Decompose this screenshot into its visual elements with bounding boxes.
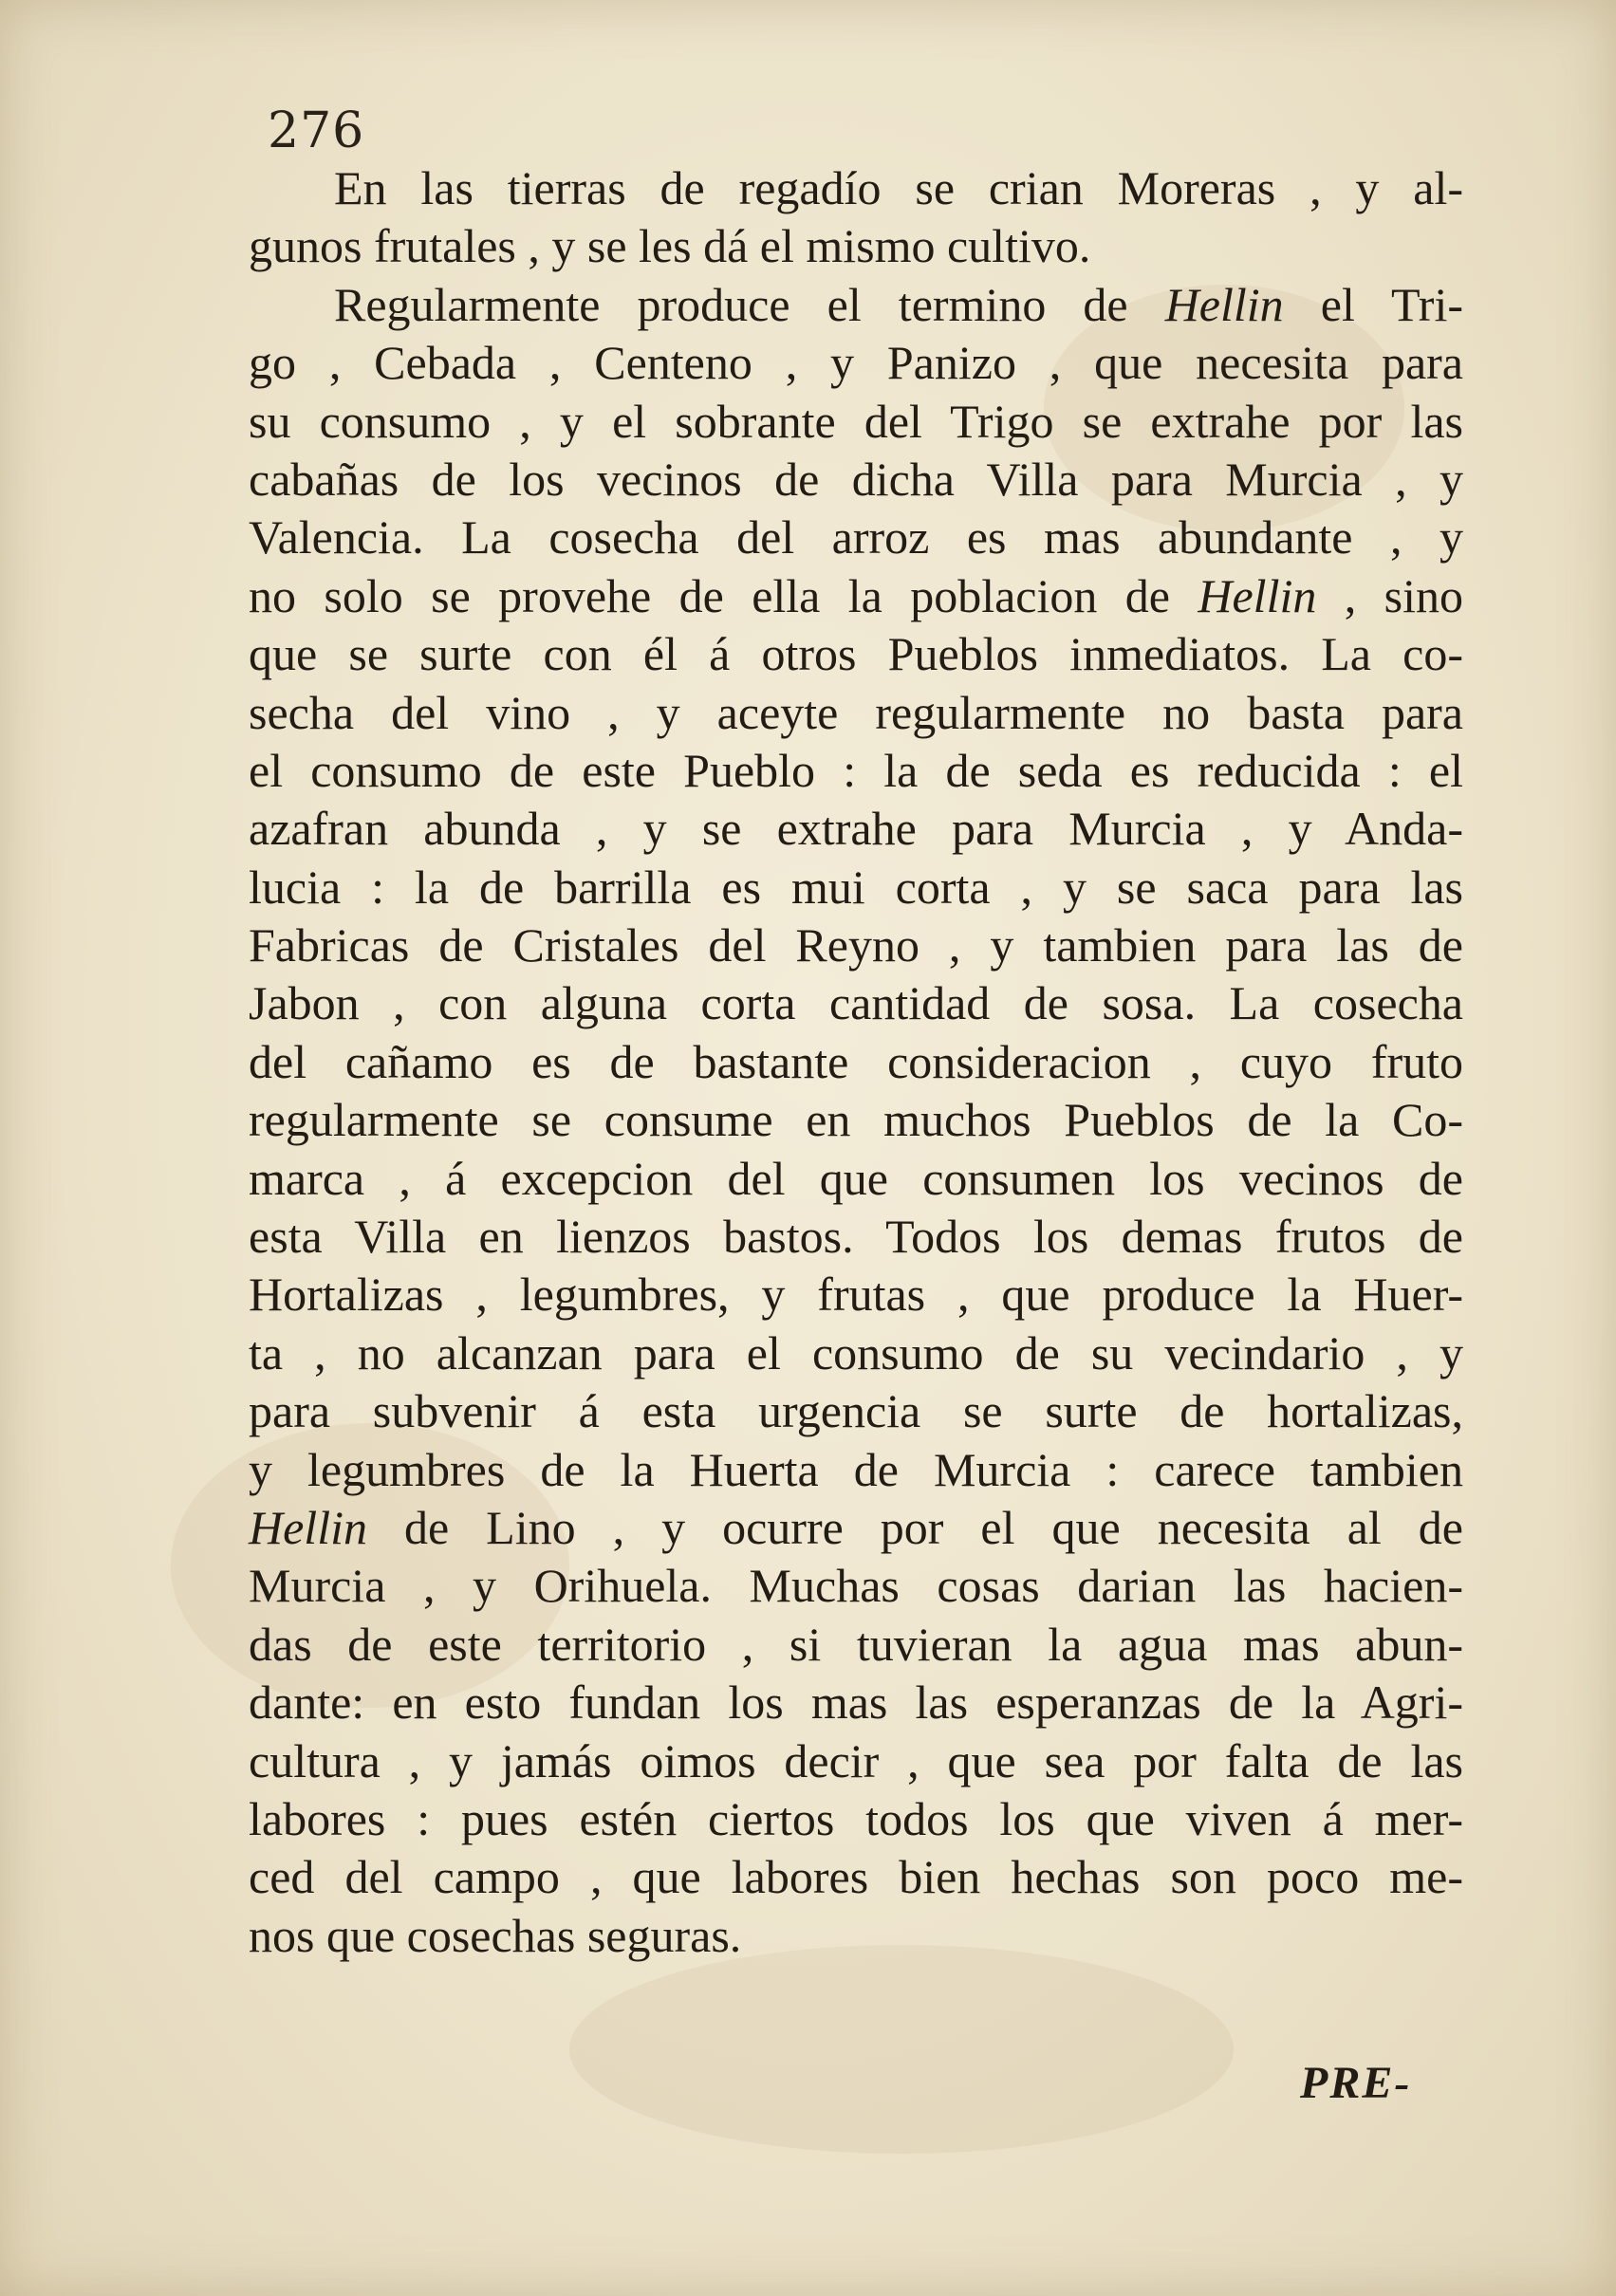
text-line: dante: en esto fundan los mas las esperanzas de la Agri- [249, 1676, 1463, 1730]
body-text [249, 159, 1463, 1965]
text-line: cabañas de los vecinos de dicha Villa para Murcia , y [249, 452, 1463, 506]
text-line: regularmente se consume en muchos Pueblos de la Co- [249, 1093, 1463, 1147]
text-line: ced del campo , que labores bien hechas son poco me- [249, 1850, 1463, 1904]
text-line: En las tierras de regadío se crian Moreras , y al- [334, 161, 1463, 214]
text-line: su consumo , y el sobrante del Trigo se extrahe por las [249, 394, 1463, 448]
page-number: 276 [268, 102, 365, 159]
text-line: das de este territorio , si tuvieran la agua mas abun- [249, 1617, 1463, 1671]
text-line: esta Villa en lienzos bastos. Todos los demas frutos de [249, 1210, 1463, 1264]
text-line: para subvenir á esta urgencia se surte de hortalizas, [249, 1384, 1463, 1438]
text-line: no solo se provehe de ella la poblacion de Hellin , sino [249, 568, 1463, 622]
text-line: Valencia. La cosecha del arroz es mas abundante , y [249, 510, 1463, 565]
paper-stain [569, 1945, 1234, 2154]
text-line: marca , á excepcion del que consumen los vecinos de [249, 1151, 1463, 1205]
text-line: lucia : la de barrilla es mui corta , y se saca para las [249, 860, 1463, 914]
text-line: el consumo de este Pueblo : la de seda es reducida : el [249, 743, 1463, 797]
text-line: Hortalizas , legumbres, y frutas , que produce la Huer- [249, 1268, 1463, 1322]
text-line: del cañamo es de bastante consideracion , cuyo fruto [249, 1034, 1463, 1088]
text-line: labores : pues estén ciertos todos los que viven á mer- [249, 1791, 1463, 1845]
text-line: Fabricas de Cristales del Reyno , y tambien para las de [249, 918, 1463, 972]
catchword: PRE- [1300, 2058, 1412, 2108]
text-line: ta , no alcanzan para el consumo de su vecindario , y [249, 1325, 1463, 1379]
text-line: go , Cebada , Centeno , y Panizo , que necesita para [249, 336, 1463, 390]
text-line: cultura , y jamás oimos decir , que sea por falta de las [249, 1733, 1463, 1787]
text-line: que se surte con él á otros Pueblos inmediatos. La co- [249, 627, 1463, 681]
text-line: Murcia , y Orihuela. Muchas cosas darian las hacien- [249, 1559, 1463, 1613]
text-line: Jabon , con alguna corta cantidad de sosa. La cosecha [249, 976, 1463, 1030]
text-line: azafran abunda , y se extrahe para Murcia , y Anda- [249, 802, 1463, 856]
text-line: Hellin de Lino , y ocurre por el que necesita al de [249, 1500, 1463, 1554]
text-line: Regularmente produce el termino de Hellin el Tri- [334, 277, 1463, 331]
text-line: nos que cosechas seguras. [249, 1908, 742, 1962]
text-line: secha del vino , y aceyte regularmente no basta para [249, 685, 1463, 739]
text-line: y legumbres de la Huerta de Murcia : carece tambien [249, 1442, 1463, 1496]
text-line: gunos frutales , y se les dá el mismo cultivo. [249, 219, 1091, 273]
